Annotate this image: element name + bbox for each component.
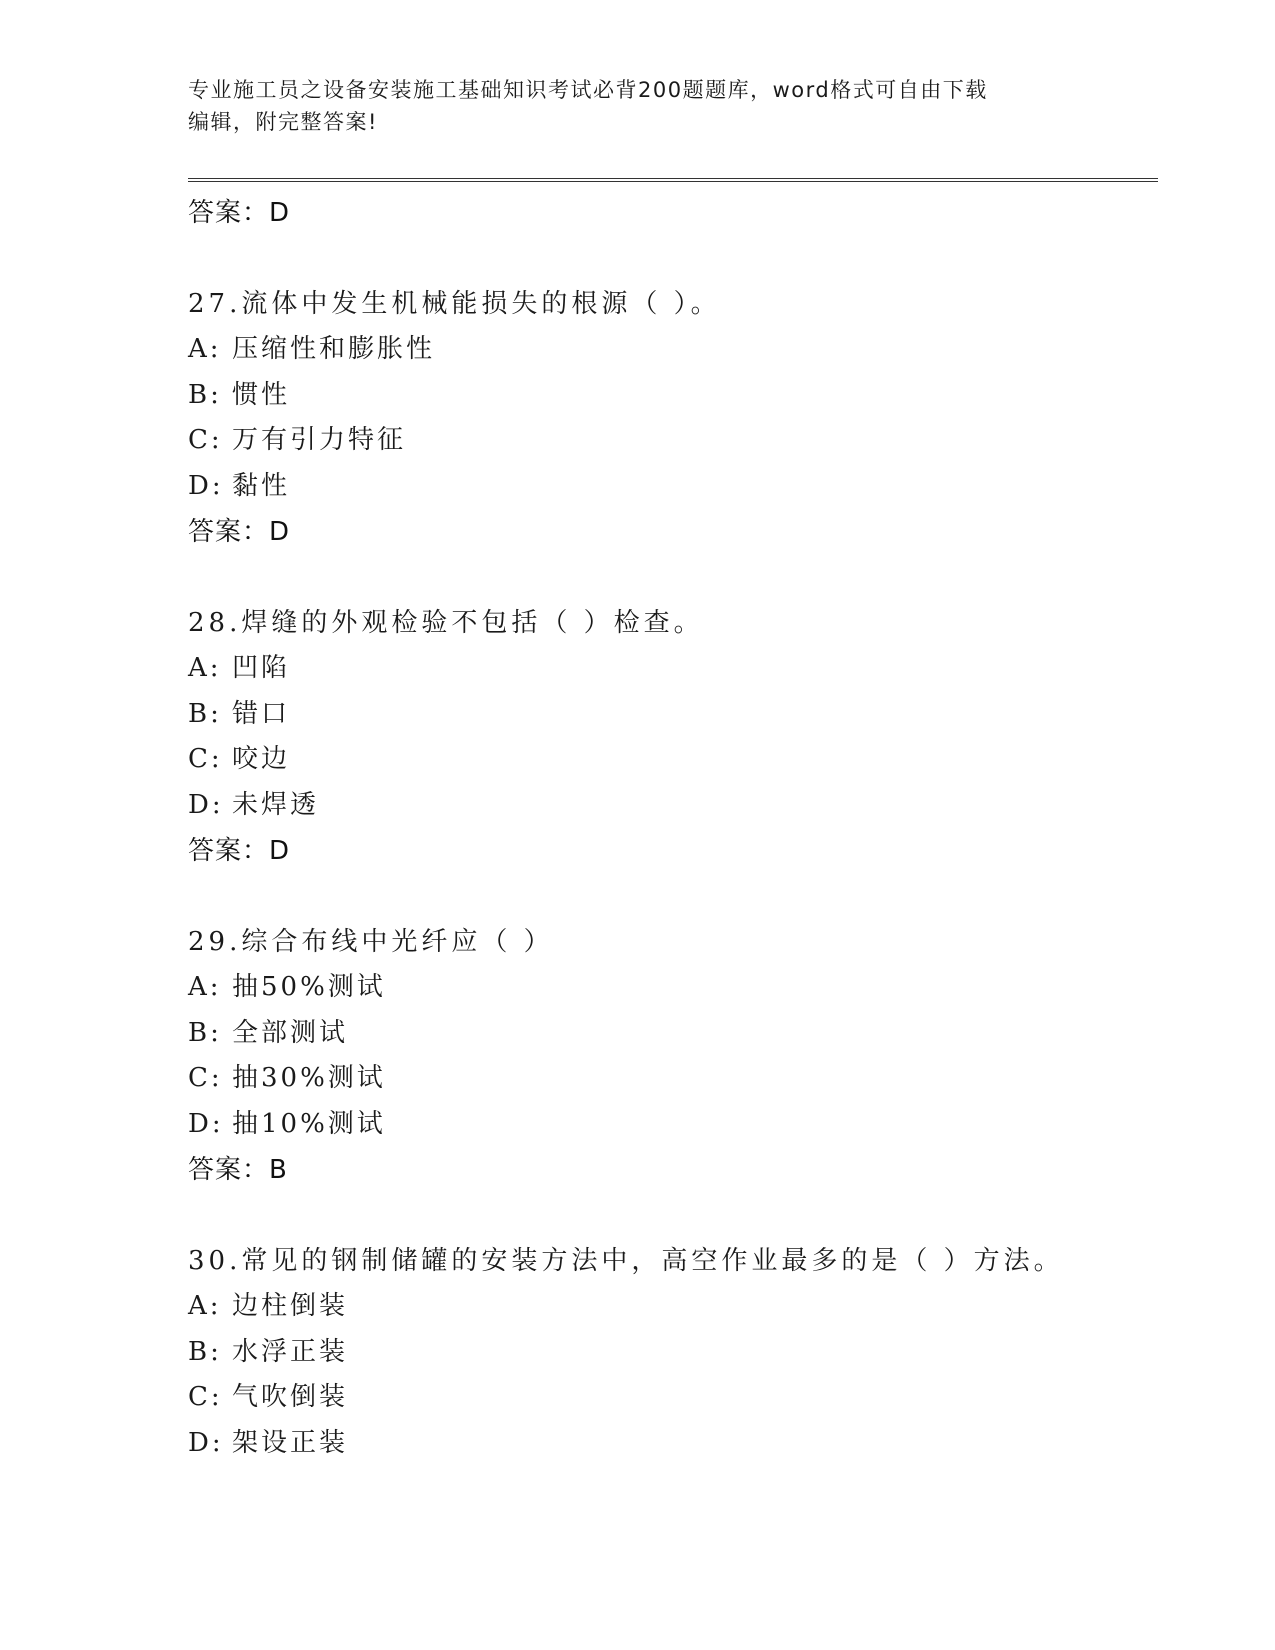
answer-line [188,828,1148,874]
option-d [188,1421,1148,1467]
option-text: 未焊透 [232,789,320,820]
option-c [188,1056,1148,1102]
answer-value: D [269,517,291,547]
option-text: 抽50%测试 [232,972,386,1002]
option-text: 压缩性和膨胀性 [232,334,436,364]
option-letter: A: [188,1291,222,1321]
answer-line [188,190,1148,236]
answer-value: B [269,1155,288,1185]
option-letter: D: [188,1427,224,1458]
question-block [188,281,1148,555]
option-a [188,646,1148,692]
question-block [188,919,1148,1193]
option-text: 抽30%测试 [232,1063,386,1093]
answer-line [188,509,1148,555]
spacer [188,236,1148,281]
option-letter: C: [188,1382,223,1412]
option-letter: C: [188,1063,223,1093]
option-text: 全部测试 [232,1017,349,1048]
option-a [188,327,1148,373]
answer-line [188,1147,1148,1193]
question-stem [188,600,1148,646]
question-number: 30. [188,1246,242,1276]
option-text: 气吹倒装 [232,1382,349,1412]
answer-value: D [269,836,291,866]
option-letter: B: [188,379,222,410]
header-line-2: 编辑，附完整答案! [188,110,378,134]
question-block [188,1238,1148,1466]
answer-prefix: 答案： [188,836,270,866]
option-a [188,1284,1148,1330]
option-text: 万有引力特征 [232,425,407,455]
question-number: 28. [188,608,242,638]
option-a [188,965,1148,1011]
question-number: 27. [188,289,242,319]
option-text: 边柱倒装 [232,1291,349,1321]
spacer [188,555,1148,600]
option-text: 黏性 [232,470,291,501]
option-b [188,1011,1148,1057]
option-d [188,464,1148,510]
question-text: 常见的钢制储罐的安装方法中，高空作业最多的是（ ）方法。 [241,1246,1064,1276]
question-stem [188,919,1148,965]
option-text: 惯性 [232,379,291,410]
question-number: 29. [188,927,242,957]
document-header [188,74,1088,138]
option-b [188,692,1148,738]
answer-prefix: 答案： [188,1155,270,1185]
option-letter: A: [188,972,222,1002]
question-list [188,190,1148,1466]
spacer [188,1193,1148,1238]
option-letter: B: [188,698,222,729]
option-text: 凹陷 [232,653,291,683]
option-text: 水浮正装 [232,1336,349,1367]
option-letter: C: [188,425,223,455]
option-b [188,1330,1148,1376]
option-d [188,1102,1148,1148]
spacer [188,874,1148,919]
option-text: 错口 [232,698,291,729]
option-letter: B: [188,1017,222,1048]
option-letter: D: [188,470,224,501]
answer-prefix: 答案： [188,517,270,547]
option-letter: A: [188,334,222,364]
option-letter: C: [188,744,223,774]
option-d [188,783,1148,829]
option-text: 抽10%测试 [232,1108,386,1139]
question-text: 流体中发生机械能损失的根源（ ）。 [241,289,721,319]
answer-prefix: 答案： [188,198,270,228]
question-stem [188,1238,1148,1284]
option-letter: A: [188,653,222,683]
header-line-1: 专业施工员之设备安装施工基础知识考试必背200题题库，word格式可自由下载 [188,78,988,102]
question-text: 焊缝的外观检验不包括（ ）检查。 [241,608,704,638]
option-c [188,737,1148,783]
option-letter: D: [188,1108,224,1139]
option-c [188,1375,1148,1421]
question-block [188,600,1148,874]
option-letter: B: [188,1336,222,1367]
option-text: 架设正装 [232,1427,349,1458]
question-text: 综合布线中光纤应（ ） [241,927,554,957]
option-letter: D: [188,789,224,820]
option-b [188,373,1148,419]
header-divider [188,178,1158,182]
answer-value: D [269,198,291,228]
option-c [188,418,1148,464]
question-stem [188,281,1148,327]
option-text: 咬边 [232,744,291,774]
